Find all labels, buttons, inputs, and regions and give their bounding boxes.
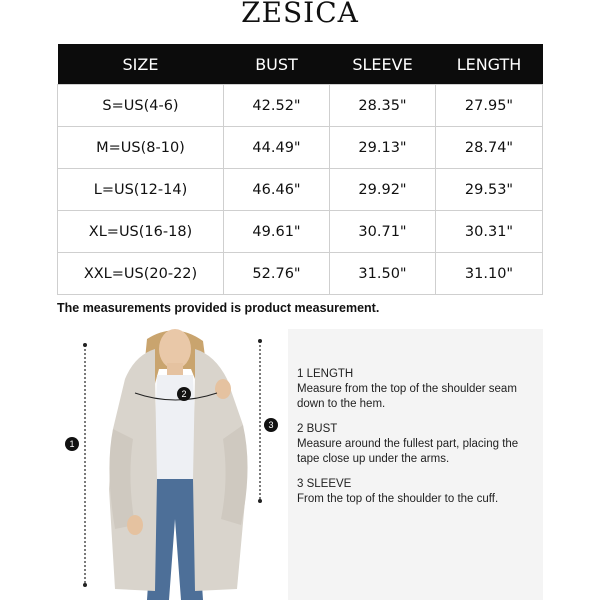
bust-cell: 44.49" [224,127,330,169]
instruction-sleeve [297,477,527,507]
size-cell: S=US(4-6) [58,85,224,127]
bust-cell: 46.46" [224,169,330,211]
header-length: LENGTH [436,44,543,85]
table-row [58,211,543,253]
header-size: SIZE [58,44,224,85]
header-bust: BUST [224,44,330,85]
length-cell: 28.74" [436,127,543,169]
instruction-title: 1 LENGTH [297,368,354,380]
size-cell: M=US(8-10) [58,127,224,169]
instruction-title: 3 SLEEVE [297,478,352,490]
bust-cell: 42.52" [224,85,330,127]
size-cell: L=US(12-14) [58,169,224,211]
sleeve-cell: 31.50" [330,253,436,295]
table-row [58,127,543,169]
brand-logo: ZESICA [241,0,359,29]
table-row [58,85,543,127]
size-cell: XL=US(16-18) [58,211,224,253]
marker-sleeve: 3 [264,418,278,432]
instruction-title: 2 BUST [297,423,338,435]
length-indicator [80,340,92,590]
length-cell: 31.10" [436,253,543,295]
model-photo [95,329,255,600]
marker-bust: 2 [177,387,191,401]
size-chart-header-row [58,44,543,85]
instruction-text: Measure from the top of the shoulder seam down to the hem. [297,383,517,410]
size-chart-table [57,44,543,295]
sleeve-cell: 29.92" [330,169,436,211]
sleeve-cell: 28.35" [330,85,436,127]
size-cell: XXL=US(20-22) [58,253,224,295]
instruction-length [297,367,527,412]
instruction-text: Measure around the fullest part, placing the tape close up under the arms. [297,438,519,465]
instruction-bust [297,422,527,467]
measurement-note: The measurements provided is product measurement. [57,301,380,315]
sleeve-cell: 29.13" [330,127,436,169]
header-sleeve: SLEEVE [330,44,436,85]
bust-cell: 49.61" [224,211,330,253]
length-cell: 27.95" [436,85,543,127]
marker-length: 1 [65,437,79,451]
length-cell: 30.31" [436,211,543,253]
sleeve-cell: 30.71" [330,211,436,253]
table-row [58,253,543,295]
bust-cell: 52.76" [224,253,330,295]
table-row [58,169,543,211]
length-cell: 29.53" [436,169,543,211]
instruction-text: From the top of the shoulder to the cuff. [297,493,499,505]
